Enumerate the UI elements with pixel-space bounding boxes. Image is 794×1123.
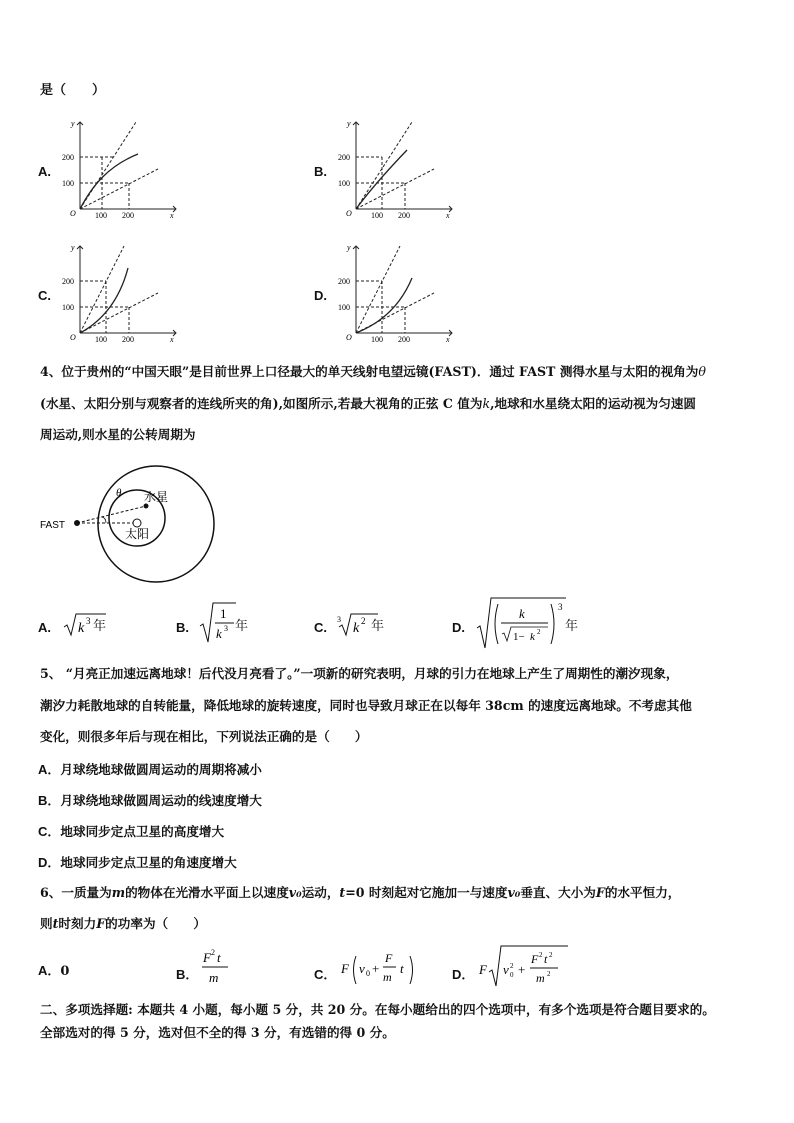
formula-F-v0-plus-Ft-over-m	[340, 944, 424, 992]
svg-text:m: m	[209, 970, 219, 985]
svg-text:y: y	[347, 243, 351, 252]
svg-text:3: 3	[224, 624, 228, 633]
section-2-line2: 全部选对的得 5 分，选对但不全的得 3 分，有选错的得 0 分。	[40, 1025, 395, 1040]
svg-text:k: k	[530, 631, 535, 643]
svg-text:2: 2	[537, 628, 541, 636]
tick-x200: 200	[122, 211, 134, 220]
svg-text:200: 200	[122, 335, 134, 344]
svg-text:O: O	[70, 333, 76, 342]
svg-text:1: 1	[220, 606, 227, 621]
option-label: A.	[38, 164, 51, 179]
option-label: C.	[38, 288, 51, 303]
svg-text:F: F	[385, 951, 393, 965]
tick-100: 100	[62, 179, 74, 188]
q5-option-A[interactable]: A．月球绕地球做圆周运动的周期将减小	[38, 762, 262, 777]
formula-F-sqrt-v0sq-plus	[478, 942, 570, 992]
q4-line3: 周运动,则水星的公转周期为	[40, 427, 196, 442]
previous-question-tail: 是（ ）	[40, 83, 106, 98]
svg-text:100: 100	[62, 303, 74, 312]
svg-text:x: x	[170, 335, 174, 344]
y-axis-label: y	[71, 119, 75, 128]
graph-A	[64, 116, 184, 220]
svg-text:2: 2	[510, 962, 514, 970]
svg-text:t: t	[544, 952, 548, 966]
svg-text:0: 0	[366, 969, 370, 978]
sun-label: 太阳	[125, 527, 150, 541]
svg-text:+: +	[372, 961, 380, 976]
svg-text:F: F	[479, 962, 487, 977]
steep-dashed-line	[80, 122, 136, 209]
svg-text:k: k	[216, 626, 222, 641]
origin-label: O	[70, 209, 76, 218]
svg-text:F: F	[531, 952, 539, 966]
graph-D	[340, 240, 460, 344]
q5-option-D[interactable]: D．地球同步定点卫星的角速度增大	[38, 855, 237, 870]
q5-option-B[interactable]: B．月球绕地球做圆周运动的线速度增大	[38, 793, 262, 808]
q5-line2: 潮汐力耗散地球的自转能量，降低地球的旋转速度，同时也导致月球正在以每年 38cm 的速度远离地球。不考虑其他	[40, 698, 692, 713]
svg-text:100: 100	[338, 179, 350, 188]
theta-label: θ	[116, 487, 122, 499]
q4-line2: (水星、太阳分别与观察者的连线所夹的角),如图所示,若最大视角的正弦 C 值为k,地球和水星绕太阳的运动视为匀速圆	[40, 396, 697, 411]
earth-orbit	[98, 466, 214, 582]
q5-line3: 变化，则很多年后与现在相比，下列说法正确的是（ ）	[40, 729, 368, 744]
mercury-label: 水星	[144, 490, 169, 504]
graph-C	[64, 240, 184, 344]
formula-sqrt-1-over-k3	[198, 600, 238, 646]
svg-text:100: 100	[371, 211, 383, 220]
svg-text:100: 100	[371, 335, 383, 344]
svg-text:100: 100	[95, 335, 107, 344]
svg-text:v: v	[359, 961, 365, 976]
svg-text:m: m	[383, 970, 392, 984]
svg-text:F: F	[341, 961, 349, 976]
svg-text:3: 3	[86, 616, 91, 626]
svg-text:1−: 1−	[513, 631, 525, 643]
q4-line1: 4、位于贵州的“中国天眼”是目前世界上口径最大的单天线射电望远镜(FAST)．通过 FAST 测得水星与太阳的视角为θ	[40, 364, 706, 379]
svg-text:x: x	[446, 211, 450, 220]
svg-text:+: +	[518, 962, 526, 977]
svg-text:k: k	[78, 621, 85, 636]
option-label: B.	[314, 164, 327, 179]
section-2-line1: 二、多项选择题: 本题共 4 小题，每小题 5 分，共 20 分。在每小题给出的四个选项中，有多个选项是符合题目要求的。	[40, 1002, 715, 1017]
svg-text:200: 200	[338, 153, 350, 162]
tick-200: 200	[62, 153, 74, 162]
svg-text:2: 2	[539, 951, 543, 959]
svg-text:200: 200	[62, 277, 74, 286]
graph-B	[340, 116, 460, 220]
x-axis-label: x	[170, 211, 174, 220]
svg-text:2: 2	[547, 970, 551, 978]
svg-text:k: k	[353, 621, 360, 636]
svg-text:2: 2	[361, 616, 366, 626]
q6-line1: 6、一质量为m的物体在光滑水平面上以速度v₀运动，t=0 时刻起对它施加一与速度v₀垂直、大小为F的水平恒力，	[40, 885, 681, 900]
svg-text:3: 3	[558, 602, 563, 612]
svg-text:F: F	[203, 950, 211, 965]
svg-text:O: O	[346, 209, 352, 218]
svg-text:y: y	[347, 119, 351, 128]
svg-text:t: t	[400, 961, 404, 976]
svg-text:k: k	[519, 606, 525, 621]
svg-text:O: O	[346, 333, 352, 342]
fast-label: FAST	[40, 520, 66, 531]
svg-text:100: 100	[338, 303, 350, 312]
svg-text:0: 0	[510, 971, 514, 979]
q5-line1: 5、 “月亮正加速远离地球！后代没月亮看了。”一项新的研究表明，月球的引力在地球上产生了周期性的潮汐现象，	[40, 666, 679, 681]
formula-F2t-over-m	[200, 946, 234, 990]
svg-text:t: t	[217, 950, 221, 965]
svg-text:200: 200	[398, 211, 410, 220]
option-label: D.	[314, 288, 327, 303]
svg-text:x: x	[446, 335, 450, 344]
sun-icon	[133, 519, 141, 527]
svg-text:2: 2	[211, 948, 215, 957]
fast-orbit-diagram	[36, 466, 236, 588]
formula-sqrt-cubed-fraction	[476, 596, 568, 652]
svg-text:2: 2	[549, 951, 553, 959]
svg-text:v: v	[503, 962, 509, 977]
svg-text:y: y	[71, 243, 75, 252]
svg-text:200: 200	[338, 277, 350, 286]
tick-x100: 100	[95, 211, 107, 220]
svg-text:200: 200	[398, 335, 410, 344]
q5-option-C[interactable]: C．地球同步定点卫星的高度增大	[38, 824, 225, 839]
svg-text:3: 3	[337, 615, 341, 624]
q6-line2: 则t时刻力F的功率为（ ）	[40, 916, 206, 931]
svg-text:m: m	[536, 971, 545, 985]
